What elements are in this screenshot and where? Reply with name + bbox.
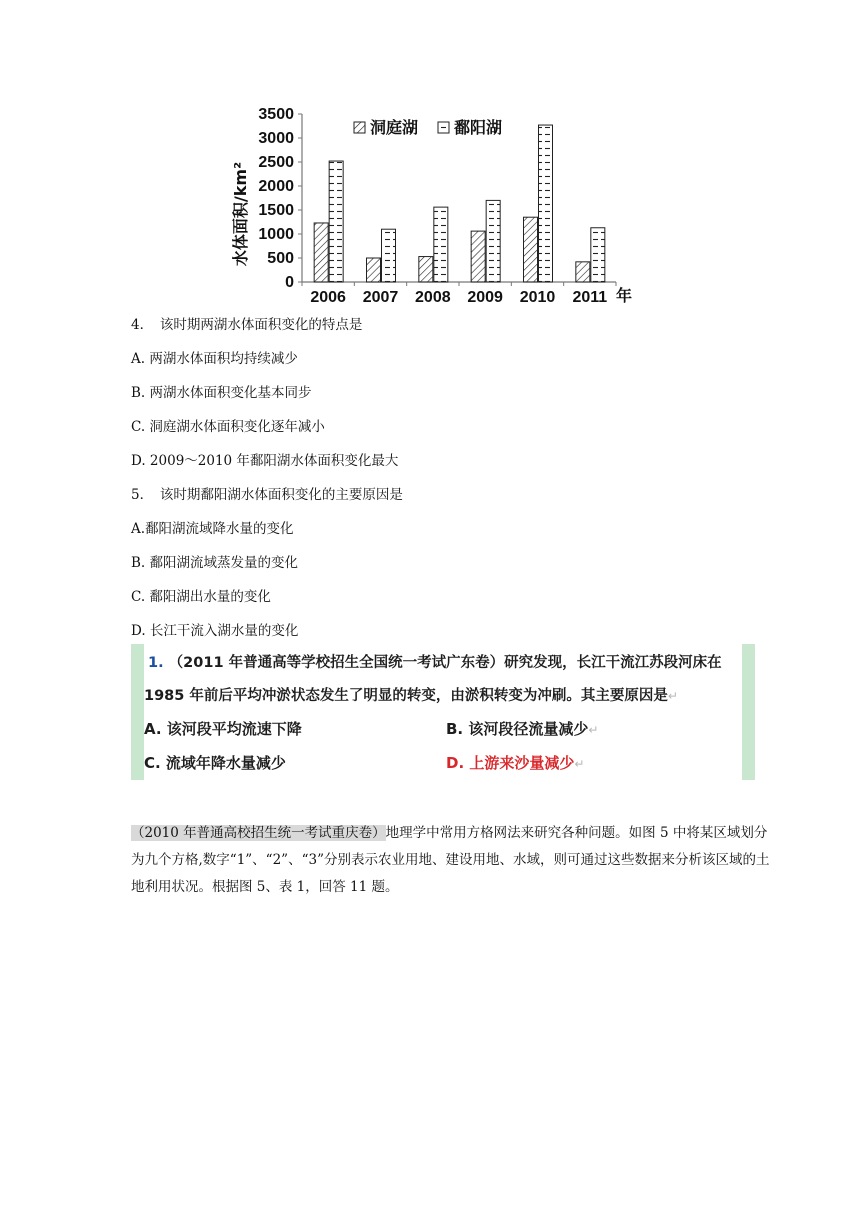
screenshot-option-d-answer xyxy=(446,752,584,773)
passage-paragraph xyxy=(131,820,771,901)
y-tick-label: 3000 xyxy=(258,130,294,147)
return-mark-icon: ↵ xyxy=(667,689,678,703)
question-number: 1. xyxy=(148,655,164,671)
bar-dongting-2009 xyxy=(471,231,485,282)
passage-text: 地理学中常用方格网法来研究各种问题。如图 5 中将某区域划分为九个方格,数字“1”、“2”、“3”分别表示农业用地、建设用地、水域，则可通过这些数据来分析该区域的土地利用状况。根据图 5、表 1，回答 11 题。 xyxy=(131,825,770,895)
screenshot-line-1-text: （2011 年普通高等学校招生全国统一考试广东卷）研究发现，长江干流江苏段河床在 xyxy=(168,655,722,671)
question-4-option-b: B. 两湖水体面积变化基本同步 xyxy=(131,385,312,401)
bar-dongting-2011 xyxy=(576,262,590,282)
bar-dongting-2007 xyxy=(367,258,381,282)
screenshot-option-d-text: D. 上游来沙量减少 xyxy=(446,754,575,772)
screenshot-option-b-text: B. 该河段径流量减少 xyxy=(446,720,589,738)
return-mark-icon: ↵ xyxy=(588,723,599,737)
y-tick-label: 3500 xyxy=(258,106,294,123)
screenshot-line-2 xyxy=(144,684,678,705)
question-5-option-d: D. 长江干流入湖水量的变化 xyxy=(131,623,299,639)
y-axis-label: 水体面积/km² xyxy=(231,161,250,267)
screenshot-option-a: A. 该河段平均流速下降 xyxy=(144,720,302,738)
y-tick-label: 2000 xyxy=(258,178,294,195)
question-4-option-a: A. 两湖水体面积均持续减少 xyxy=(131,351,298,367)
question-5-option-c: C. 鄱阳湖出水量的变化 xyxy=(131,589,271,605)
screenshot-option-b xyxy=(446,718,598,739)
bar-dongting-2010 xyxy=(524,217,538,282)
y-tick-label: 2500 xyxy=(258,154,294,171)
source-highlight: （2010 年普通高校招生统一考试重庆卷） xyxy=(131,825,386,841)
x-axis-unit: 年 xyxy=(616,286,633,305)
bar-poyang-2010 xyxy=(539,125,553,282)
screenshot-option-c: C. 流域年降水量减少 xyxy=(144,754,286,772)
bar-poyang-2009 xyxy=(486,200,500,282)
bar-poyang-2008 xyxy=(434,207,448,282)
chart-svg xyxy=(224,96,644,312)
bar-chart xyxy=(224,96,644,312)
screenshot-line-1 xyxy=(148,651,722,672)
bar-dongting-2006 xyxy=(314,223,328,282)
legend-label-dongting: 洞庭湖 xyxy=(370,118,419,137)
y-tick-label: 0 xyxy=(285,274,294,291)
bar-poyang-2007 xyxy=(382,229,396,282)
x-tick-label: 2010 xyxy=(519,289,556,306)
y-tick-label: 1000 xyxy=(258,226,294,243)
x-tick-label: 2011 xyxy=(572,289,608,306)
bar-poyang-2006 xyxy=(329,161,343,282)
bar-poyang-2011 xyxy=(591,228,605,282)
x-tick-label: 2006 xyxy=(310,289,346,306)
return-mark-icon: ↵ xyxy=(574,757,585,771)
screenshot-line-2-text: 1985 年前后平均冲淤状态发生了明显的转变，由淤积转变为冲刷。其主要原因是 xyxy=(144,688,668,704)
y-tick-label: 1500 xyxy=(258,202,294,219)
question-5-option-a: A.鄱阳湖流域降水量的变化 xyxy=(131,521,294,537)
legend-swatch-poyang xyxy=(438,122,449,133)
question-4-option-c: C. 洞庭湖水体面积变化逐年减小 xyxy=(131,419,325,435)
x-tick-label: 2007 xyxy=(362,289,399,306)
x-tick-label: 2008 xyxy=(415,289,451,306)
legend-label-poyang: 鄱阳湖 xyxy=(454,118,503,137)
legend-swatch-dongting xyxy=(354,122,365,133)
embedded-question-screenshot xyxy=(131,644,755,780)
bar-dongting-2008 xyxy=(419,257,433,282)
question-5-option-b: B. 鄱阳湖流域蒸发量的变化 xyxy=(131,555,299,571)
question-4-option-d: D. 2009～2010 年鄱阳湖水体面积变化最大 xyxy=(131,453,399,469)
y-tick-label: 500 xyxy=(267,250,294,267)
question-5-stem: 5． 该时期鄱阳湖水体面积变化的主要原因是 xyxy=(131,487,403,503)
chart-legend xyxy=(354,118,502,137)
x-tick-label: 2009 xyxy=(467,289,503,306)
question-4-stem: 4． 该时期两湖水体面积变化的特点是 xyxy=(131,317,363,333)
